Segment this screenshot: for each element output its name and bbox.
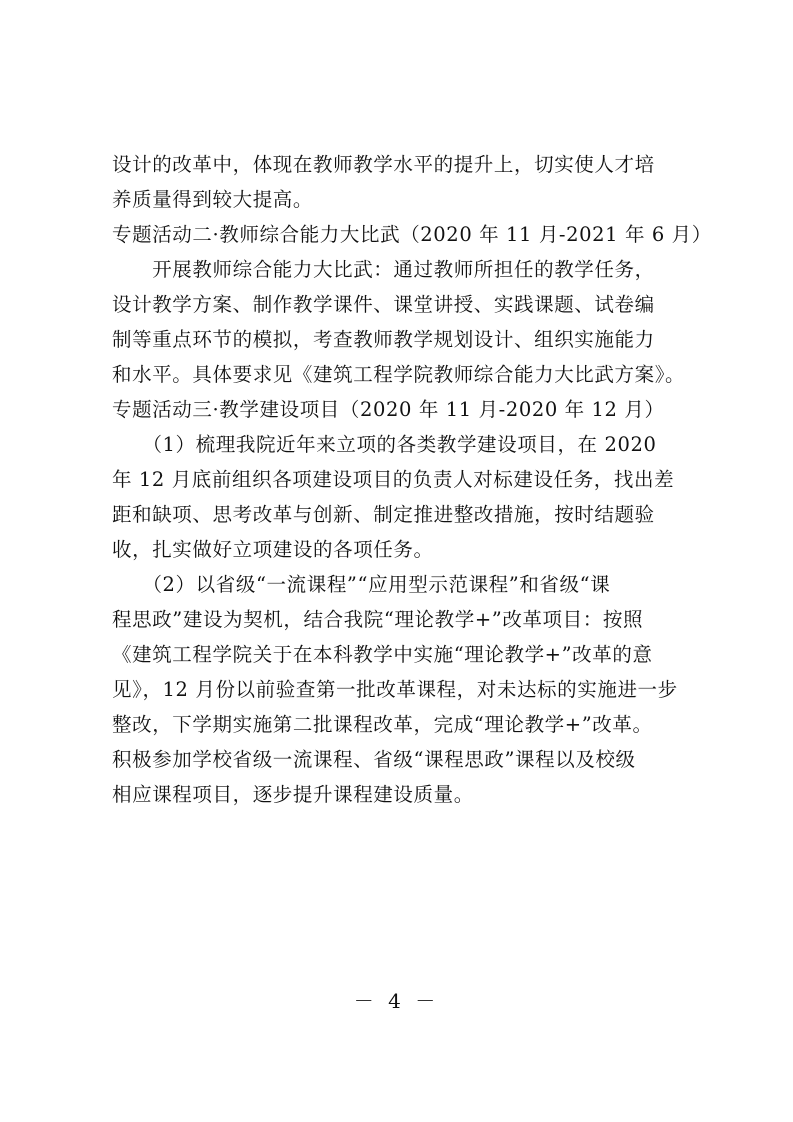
paragraph-line: 积极参加学校省级一流课程、省级“课程思政”课程以及校级 xyxy=(112,748,636,771)
paragraph-line: 设计的改革中，体现在教师教学水平的提升上，切实使人才培 xyxy=(112,153,655,176)
paragraph-line: 制等重点环节的模拟，考查教师教学规划设计、组织实施能力 xyxy=(112,328,655,351)
paragraph-line: 养质量得到较大提高。 xyxy=(112,188,314,211)
section-heading: 专题活动三·教学建设项目（2020 年 11 月-2020 年 12 月） xyxy=(112,398,665,421)
paragraph-line: 相应课程项目，逐步提升课程建设质量。 xyxy=(112,783,474,806)
section-heading: 专题活动二·教师综合能力大比武（2020 年 11 月-2021 年 6 月） xyxy=(112,223,712,246)
paragraph-line: 整改，下学期实施第二批课程改革，完成“理论教学+”改革。 xyxy=(112,713,653,736)
body-text xyxy=(112,147,712,812)
paragraph-line: 见》，12 月份以前验查第一批改革课程，对未达标的实施进一步 xyxy=(112,678,678,701)
paragraph-line: （2）以省级“一流课程”“应用型示范课程”和省级“课 xyxy=(112,573,611,596)
paragraph-line: （1）梳理我院近年来立项的各类教学建设项目，在 2020 xyxy=(112,433,657,456)
paragraph-line: 程思政”建设为契机，结合我院“理论教学+”改革项目：按照 xyxy=(112,608,644,631)
paragraph-line: 和水平。具体要求见《建筑工程学院教师综合能力大比武方案》。 xyxy=(112,363,686,386)
paragraph-line: 收，扎实做好立项建设的各项任务。 xyxy=(112,538,434,561)
paragraph-line: 距和缺项、思考改革与创新、制定推进整改措施，按时结题验 xyxy=(112,503,655,526)
paragraph-line: 《建筑工程学院关于在本科教学中实施“理论教学+”改革的意 xyxy=(112,643,653,666)
paragraph-line: 年 12 月底前组织各项建设项目的负责人对标建设任务，找出差 xyxy=(112,468,675,491)
paragraph-line: 开展教师综合能力大比武：通过教师所担任的教学任务， xyxy=(112,258,655,281)
page-number: － 4 － xyxy=(353,989,440,1013)
paragraph-line: 设计教学方案、制作教学课件、课堂讲授、实践课题、试卷编 xyxy=(112,293,655,316)
